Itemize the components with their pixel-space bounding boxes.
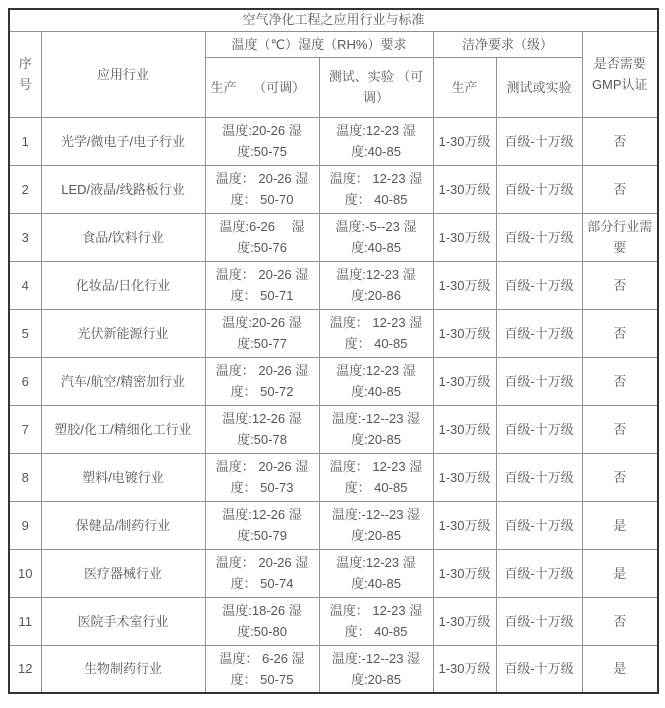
cell-seq: 1 <box>9 117 41 165</box>
cell-clean-test: 百级-十万级 <box>496 549 582 597</box>
header-temp-humidity-group: 温度（℃）湿度（RH%）要求 <box>205 31 433 57</box>
cell-temp-production: 温度:12-26 湿度:50-79 <box>205 501 319 549</box>
cell-temp-production: 温度:18-26 湿度:50-80 <box>205 597 319 645</box>
cell-seq: 3 <box>9 213 41 261</box>
cell-seq: 5 <box>9 309 41 357</box>
table-row <box>9 357 658 405</box>
header-production-adjustable: 生产 （可调） <box>205 57 319 117</box>
cell-temp-production: 温度： 20-26 湿度： 50-73 <box>205 453 319 501</box>
cell-temp-test: 温度:12-23 湿度:40-85 <box>319 117 433 165</box>
cell-clean-production: 1-30万级 <box>433 597 496 645</box>
cell-gmp-required: 否 <box>582 357 658 405</box>
cell-industry: 塑胶/化工/精细化工行业 <box>41 405 205 453</box>
cell-seq: 10 <box>9 549 41 597</box>
cell-temp-test: 温度： 12-23 湿度： 40-85 <box>319 165 433 213</box>
cell-temp-test: 温度： 12-23 湿度： 40-85 <box>319 453 433 501</box>
table-row <box>9 213 658 261</box>
cell-temp-test: 温度： 12-23 湿度： 40-85 <box>319 597 433 645</box>
header-cleanliness-group: 洁净要求（级） <box>433 31 582 57</box>
cell-gmp-required: 否 <box>582 261 658 309</box>
cell-seq: 9 <box>9 501 41 549</box>
cell-clean-test: 百级-十万级 <box>496 117 582 165</box>
cell-clean-test: 百级-十万级 <box>496 261 582 309</box>
cell-clean-test: 百级-十万级 <box>496 453 582 501</box>
cell-gmp-required: 否 <box>582 309 658 357</box>
cell-gmp-required: 否 <box>582 453 658 501</box>
cell-temp-production: 温度： 20-26 湿度： 50-72 <box>205 357 319 405</box>
header-seq: 序号 <box>9 31 41 117</box>
table-row <box>9 597 658 645</box>
air-purification-standards-table <box>8 8 659 694</box>
cell-seq: 2 <box>9 165 41 213</box>
cell-seq: 7 <box>9 405 41 453</box>
cell-temp-test: 温度:12-23 湿度:40-85 <box>319 549 433 597</box>
cell-temp-test: 温度:12-23 湿度:40-85 <box>319 357 433 405</box>
table-title: 空气净化工程之应用行业与标准 <box>9 9 658 31</box>
cell-temp-test: 温度： 12-23 湿度： 40-85 <box>319 309 433 357</box>
cell-clean-test: 百级-十万级 <box>496 165 582 213</box>
cell-clean-test: 百级-十万级 <box>496 309 582 357</box>
cell-industry: LED/液晶/线路板行业 <box>41 165 205 213</box>
table-row <box>9 549 658 597</box>
cell-clean-production: 1-30万级 <box>433 453 496 501</box>
cell-seq: 12 <box>9 645 41 693</box>
table-row <box>9 501 658 549</box>
cell-clean-test: 百级-十万级 <box>496 213 582 261</box>
cell-industry: 医院手术室行业 <box>41 597 205 645</box>
cell-industry: 医疗器械行业 <box>41 549 205 597</box>
table-row <box>9 645 658 693</box>
cell-clean-production: 1-30万级 <box>433 549 496 597</box>
cell-seq: 8 <box>9 453 41 501</box>
header-test-or-experiment: 测试或实验 <box>496 57 582 117</box>
header-test-adjustable: 测试、实验 （可调） <box>319 57 433 117</box>
cell-gmp-required: 是 <box>582 645 658 693</box>
cell-clean-test: 百级-十万级 <box>496 645 582 693</box>
header-industry: 应用行业 <box>41 31 205 117</box>
cell-gmp-required: 是 <box>582 549 658 597</box>
table-title-row <box>9 9 658 31</box>
cell-industry: 保健品/制药行业 <box>41 501 205 549</box>
cell-gmp-required: 部分行业需要 <box>582 213 658 261</box>
cell-temp-test: 温度:-12--23 湿度:20-85 <box>319 405 433 453</box>
cell-industry: 光伏新能源行业 <box>41 309 205 357</box>
table-row <box>9 309 658 357</box>
cell-gmp-required: 是 <box>582 501 658 549</box>
cell-clean-test: 百级-十万级 <box>496 501 582 549</box>
cell-clean-production: 1-30万级 <box>433 405 496 453</box>
table-row <box>9 405 658 453</box>
cell-clean-production: 1-30万级 <box>433 117 496 165</box>
cell-industry: 汽车/航空/精密加行业 <box>41 357 205 405</box>
cell-temp-production: 温度:20-26 湿度:50-75 <box>205 117 319 165</box>
cell-industry: 光学/微电子/电子行业 <box>41 117 205 165</box>
cell-seq: 6 <box>9 357 41 405</box>
cell-clean-production: 1-30万级 <box>433 645 496 693</box>
cell-temp-production: 温度： 6-26 湿度： 50-75 <box>205 645 319 693</box>
cell-temp-production: 温度： 20-26 湿度： 50-70 <box>205 165 319 213</box>
cell-temp-production: 温度:6-26 湿度:50-76 <box>205 213 319 261</box>
table-row <box>9 117 658 165</box>
cell-clean-production: 1-30万级 <box>433 213 496 261</box>
cell-clean-production: 1-30万级 <box>433 165 496 213</box>
cell-gmp-required: 否 <box>582 597 658 645</box>
cell-industry: 塑料/电镀行业 <box>41 453 205 501</box>
cell-seq: 11 <box>9 597 41 645</box>
cell-clean-production: 1-30万级 <box>433 501 496 549</box>
table-row <box>9 453 658 501</box>
cell-industry: 食品/饮料行业 <box>41 213 205 261</box>
cell-industry: 化妆品/日化行业 <box>41 261 205 309</box>
cell-gmp-required: 否 <box>582 165 658 213</box>
cell-temp-production: 温度:20-26 湿度:50-77 <box>205 309 319 357</box>
cell-seq: 4 <box>9 261 41 309</box>
table-row <box>9 165 658 213</box>
cell-clean-production: 1-30万级 <box>433 261 496 309</box>
cell-temp-test: 温度:12-23 湿度:20-86 <box>319 261 433 309</box>
cell-temp-production: 温度:12-26 湿度:50-78 <box>205 405 319 453</box>
header-gmp: 是否需要GMP认证 <box>582 31 658 117</box>
cell-temp-production: 温度： 20-26 湿度： 50-74 <box>205 549 319 597</box>
cell-temp-production: 温度： 20-26 湿度： 50-71 <box>205 261 319 309</box>
cell-clean-test: 百级-十万级 <box>496 405 582 453</box>
cell-temp-test: 温度:-12--23 湿度:20-85 <box>319 645 433 693</box>
cell-clean-test: 百级-十万级 <box>496 597 582 645</box>
group-header-row <box>9 31 658 57</box>
table-row <box>9 261 658 309</box>
cell-gmp-required: 否 <box>582 405 658 453</box>
cell-temp-test: 温度:-5--23 湿度:40-85 <box>319 213 433 261</box>
header-production: 生产 <box>433 57 496 117</box>
cell-gmp-required: 否 <box>582 117 658 165</box>
cell-clean-production: 1-30万级 <box>433 309 496 357</box>
cell-clean-test: 百级-十万级 <box>496 357 582 405</box>
cell-temp-test: 温度:-12--23 湿度:20-85 <box>319 501 433 549</box>
cell-clean-production: 1-30万级 <box>433 357 496 405</box>
cell-industry: 生物制药行业 <box>41 645 205 693</box>
